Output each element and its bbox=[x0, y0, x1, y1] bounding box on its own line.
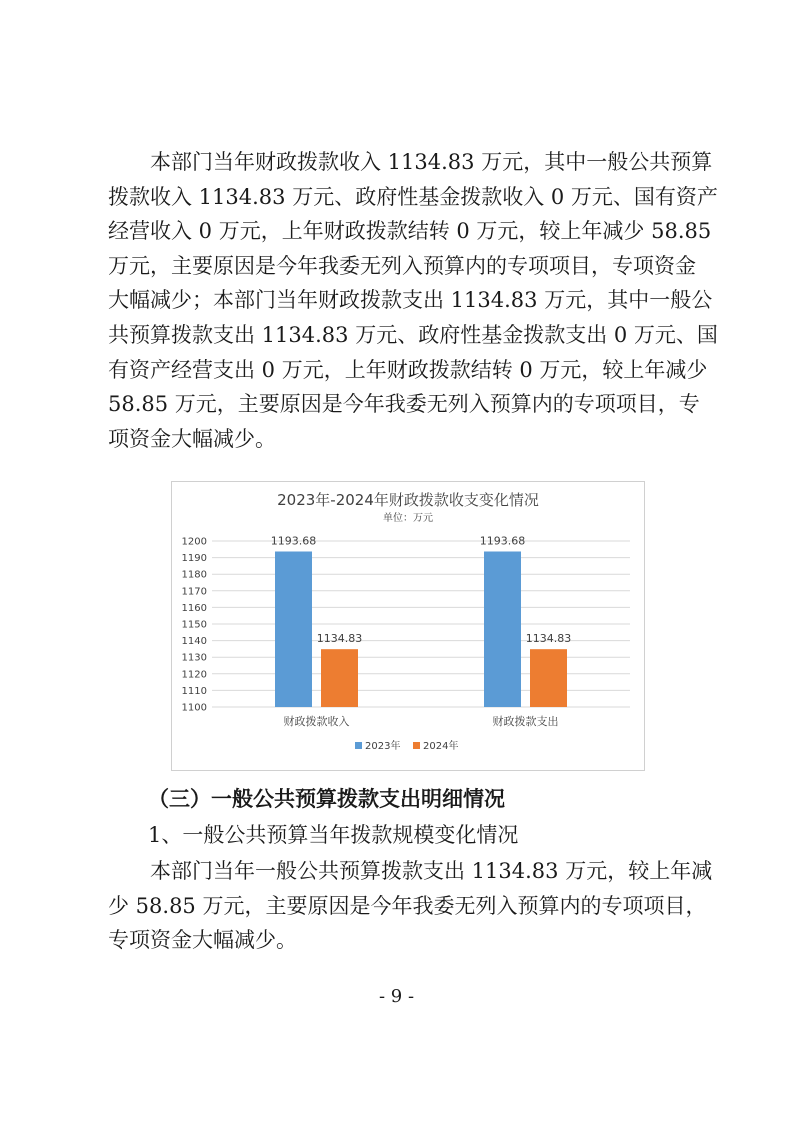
paragraph-line: 本部门当年财政拨款收入 1134.83 万元，其中一般公共预算 bbox=[150, 150, 713, 174]
legend-swatch bbox=[355, 742, 362, 749]
x-category-label: 财政拨款支出 bbox=[492, 715, 559, 728]
page-number: - 9 - bbox=[378, 986, 415, 1007]
y-tick-label: 1180 bbox=[181, 569, 207, 581]
legend-swatch bbox=[413, 742, 420, 749]
y-tick-label: 1150 bbox=[181, 619, 207, 631]
y-tick-label: 1100 bbox=[181, 702, 207, 714]
paragraph-line: 经营收入 0 万元，上年财政拨款结转 0 万元，较上年减少 58.85 bbox=[108, 219, 712, 244]
y-tick-label: 1160 bbox=[181, 602, 207, 614]
chart-canvas bbox=[172, 482, 644, 770]
paragraph-line: 本部门当年一般公共预算拨款支出 1134.83 万元，较上年减 bbox=[150, 859, 713, 883]
bar-value-label: 1134.83 bbox=[316, 632, 363, 646]
paragraph-general-budget bbox=[108, 854, 713, 958]
y-tick-label: 1120 bbox=[181, 669, 207, 681]
paragraph-line: 大幅减少；本部门当年财政拨款支出 1134.83 万元，其中一般公 bbox=[108, 288, 713, 313]
paragraph-line: 有资产经营支出 0 万元，上年财政拨款结转 0 万元，较上年减少 bbox=[108, 357, 708, 382]
y-tick-label: 1140 bbox=[181, 636, 207, 648]
bar bbox=[484, 551, 521, 707]
bar-chart bbox=[171, 481, 645, 771]
y-tick-label: 1170 bbox=[181, 586, 207, 598]
subsection-heading: 1、一般公共预算当年拨款规模变化情况 bbox=[148, 823, 519, 847]
bar-value-label: 1193.68 bbox=[270, 534, 317, 548]
paragraph-line: 少 58.85 万元，主要原因是今年我委无列入预算内的专项项目， bbox=[108, 893, 707, 918]
bar-value-label: 1193.68 bbox=[479, 534, 526, 548]
y-tick-label: 1130 bbox=[181, 652, 207, 664]
legend-label: 2024年 bbox=[423, 741, 459, 752]
paragraph-line: 项资金大幅减少。 bbox=[108, 426, 276, 451]
paragraph-line: 58.85 万元，主要原因是今年我委无列入预算内的专项项目，专 bbox=[108, 392, 700, 417]
x-category-label: 财政拨款收入 bbox=[283, 715, 350, 728]
y-tick-label: 1110 bbox=[181, 685, 207, 697]
y-tick-label: 1200 bbox=[181, 536, 207, 548]
bar bbox=[530, 649, 567, 707]
paragraph-line: 拨款收入 1134.83 万元、政府性基金拨款收入 0 万元、国有资产 bbox=[108, 184, 718, 209]
bar bbox=[321, 649, 358, 707]
paragraph-line: 专项资金大幅减少。 bbox=[108, 928, 297, 953]
bar-value-label: 1134.83 bbox=[525, 632, 572, 646]
section-heading: （三）一般公共预算拨款支出明细情况 bbox=[148, 786, 505, 811]
chart-subtitle: 单位：万元 bbox=[383, 513, 433, 524]
paragraph-fiscal-summary bbox=[108, 145, 718, 456]
legend-label: 2023年 bbox=[365, 741, 401, 752]
bar bbox=[275, 551, 312, 707]
paragraph-line: 共预算拨款支出 1134.83 万元、政府性基金拨款支出 0 万元、国 bbox=[108, 322, 718, 347]
chart-title: 2023年-2024年财政拨款收支变化情况 bbox=[277, 491, 539, 509]
y-tick-label: 1190 bbox=[181, 553, 207, 565]
paragraph-line: 万元，主要原因是今年我委无列入预算内的专项项目，专项资金 bbox=[108, 253, 696, 278]
